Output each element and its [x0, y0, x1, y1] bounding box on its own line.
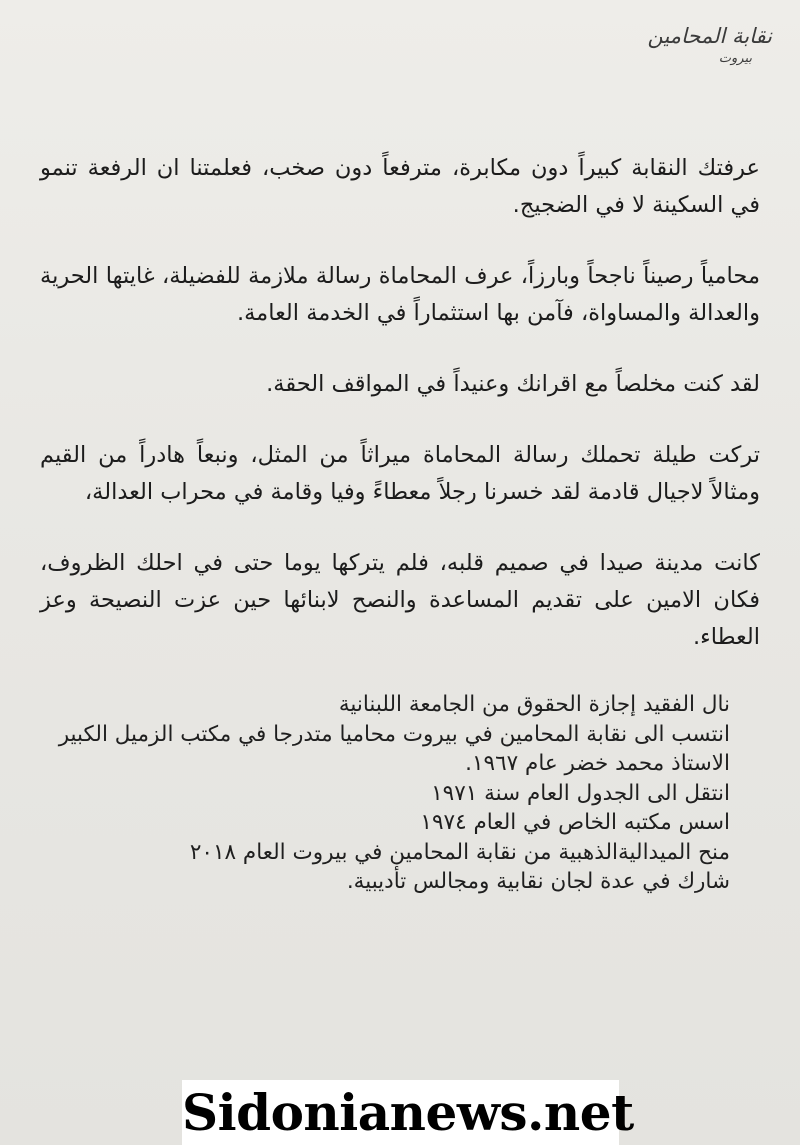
letterhead-city: بيروت: [718, 51, 752, 66]
watermark-banner: Sidonianews.net: [182, 1080, 619, 1145]
fact-item: اسس مكتبه الخاص في العام ١٩٧٤: [420, 810, 730, 835]
paragraph-5: كانت مدينة صيدا في صميم قلبه، فلم يتركها يوما حتى في احلك الظروف، فكان الامين على تقديم المساعدة والنصح لابنائها حين عزت النصيحة وعز العطاء.: [40, 550, 760, 650]
fact-item: انتسب الى نقابة المحامين في بيروت محاميا متدرجا في مكتب الزميل الكبير الاستاذ محمد خضر عام ١٩٦٧.: [58, 721, 730, 776]
fact-item: منح الميداليةالذهبية من نقابة المحامين في بيروت العام ٢٠١٨: [189, 839, 730, 865]
biography-facts: [40, 690, 760, 897]
letterhead-name: نقابة المحامين: [647, 24, 772, 48]
fact-item: نال الفقيد إجازة الحقوق من الجامعة اللبنانية: [338, 692, 730, 717]
paragraph-4: تركت طيلة تحملك رسالة المحاماة ميراثاً من المثل، ونبعاً هادراً من القيم ومثالاً لاجيال قادمة لقد خسرنا رجلاً معطاءً وفيا وقامة في محراب العدالة،: [40, 442, 760, 505]
letterhead: [622, 22, 772, 68]
paragraph-1: عرفتك النقابة كبيراً دون مكابرة، مترفعاً دون صخب، فعلمتنا ان الرفعة تنمو في السكينة لا في الضجيج.: [40, 155, 760, 218]
paragraph-2: محامياً رصيناً ناجحاً وبارزاً، عرف المحاماة رسالة ملازمة للفضيلة، غايتها الحرية والعدالة والمساواة، فآمن بها استثماراً في الخدمة العامة.: [40, 263, 760, 326]
paragraph-3: لقد كنت مخلصاً مع اقرانك وعنيداً في المواقف الحقة.: [266, 371, 760, 397]
fact-item: شارك في عدة لجان نقابية ومجالس تأديبية.: [346, 869, 730, 894]
fact-item: انتقل الى الجدول العام سنة ١٩٧١: [431, 780, 730, 806]
letter-body: [40, 150, 760, 897]
